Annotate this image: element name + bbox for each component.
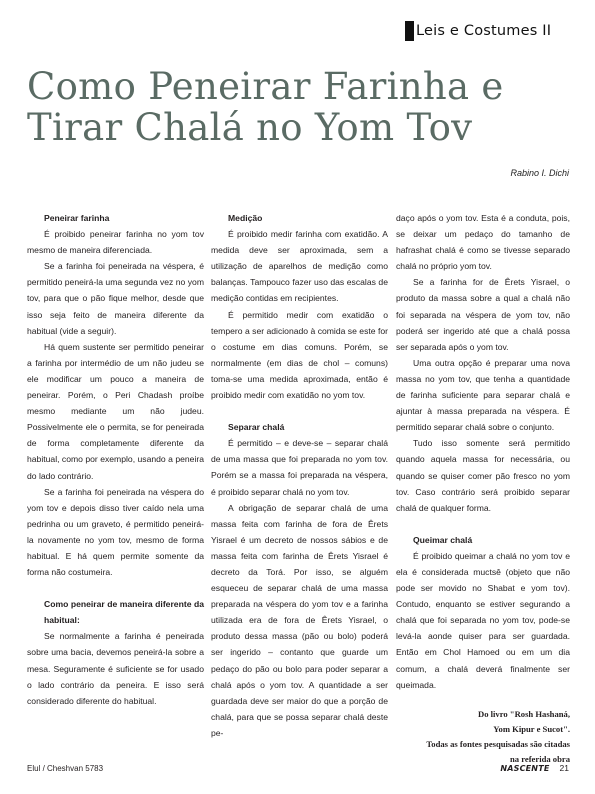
issue-label: Elul / Cheshvan 5783 (27, 764, 104, 773)
paragraph: É proibido peneirar farinha no yom tov mesmo de maneira diferenciada. (27, 229, 204, 256)
footer-right (500, 763, 569, 773)
paragraph: Se a farinha foi peneirada na véspera do yom tov e depois disso tiver caído nela uma pedrinha ou um graveto, é permitido peneirá-la novamente no yom tov, mesmo de forma habitual. E há quem permite somente da forma não costumeira. (27, 486, 204, 578)
section-bar (405, 21, 414, 41)
paragraph: É permitido – e deve-se – separar chalá de uma massa que foi preparada no yom tov. Porém se a massa foi preparada na véspera, é proibido separar chalá no yom tov. (211, 438, 388, 497)
paragraph: Se a farinha for de Êrets Yisrael, o produto da massa sobre a qual a chalá não foi separada na véspera de yom tov, não poderá ser ingerido até que a chalá possa ser separada após o yom tov. (396, 277, 570, 352)
paragraph: Se a farinha foi peneirada na véspera, é permitido peneirá-la uma segunda vez no yom tov, para que o pão fique melhor, desde que isso seja feito de maneira diferente da habitual (vide a seguir). (27, 261, 204, 336)
paragraph: É proibido medir farinha com exatidão. A medida deve ser aproximada, sem a utilização de aparelhos de medição como balanças. Tampouco fazer uso das escalas de medição contidas em recipientes. (211, 229, 388, 304)
paragraph: Uma outra opção é preparar uma nova massa no yom tov, que tenha a quantidade de farinha suficiente para separar chalá e ajuntar à massa preparada na véspera. É permitido separar chalá sobre o conjunto. (396, 357, 570, 433)
paragraph: É permitido medir com exatidão o tempero a ser adicionado à comida se este for o costume em dias comuns. Porém, se normalmente (em dias de chol – comuns) toma-se uma medida aproximada, então é proibido medir com exatidão no yom tov. (211, 309, 388, 401)
section-tag (405, 21, 551, 41)
paragraph: daço após o yom tov. Esta é a conduta, pois, se deixar um pedaço do tamanho de hafrashat chalá é como se tivesse separado chalá no próprio yom tov. (396, 213, 570, 272)
subheading-separar-chala: Separar chalá (228, 422, 285, 433)
section-label: Leis e Costumes II (416, 23, 552, 39)
article-title (27, 66, 572, 148)
paragraph: Há quem sustente ser permitido peneirar a farinha por intermédio de um não judeu se ele modificar um pouco a maneira de peneirar. Porém, o Peri Chadash proíbe mesmo mediante um não judeu. Possivelmente ele o permita, se for peneirada de forma completamente diferente da habitual, como por exemplo, usando a peneira do lado contrário. (27, 341, 204, 481)
column-2 (211, 210, 388, 741)
subheading-como-peneirar: Como peneirar de maneira diferente da habitual: (44, 599, 204, 626)
subheading-peneirar: Peneirar farinha (44, 213, 110, 223)
title-line-2: Tirar Chalá no Yom Tov (27, 106, 473, 149)
paragraph: A obrigação de separar chalá de uma massa feita com farinha de fora de Êrets Yisrael é um decreto de nossos sábios e de massa feita com farinha de Êrets Yisrael é decreto da Torá. Por isso, se alguém esqueceu de separar chalá de uma massa preparada na véspera do yom tov e a farinha utilizada era de fora de Êrets Yisrael, o produto dessa massa (pão ou bolo) poderá ser ingerido – contanto que guarde um pedaço do pão ou bolo para poder separar a chalá após o yom tov. A quantidade a ser guardada deve ser maior do que a porção de chalá, para que se possa separar chalá deste pe- (211, 502, 388, 738)
author: Rabino I. Dichi (510, 168, 569, 178)
column-3 (396, 210, 570, 767)
source-line: Yom Kipur e Sucot". (493, 723, 570, 734)
subheading-queimar-chala: Queimar chalá (413, 534, 473, 545)
page-number: 21 (559, 763, 569, 773)
subheading-medicao: Medição (228, 213, 263, 223)
source-line: Do livro "Rosh Hashaná, (477, 708, 570, 719)
paragraph: Tudo isso somente será permitido quando aquela massa for necessária, ou quando se quiser comer pão fresco no yom tov. Caso contrário será proibido separar chalá de qualquer forma. (396, 438, 570, 513)
source-line: na referida obra (510, 753, 570, 764)
title-line-1: Como Peneirar Farinha e (27, 65, 504, 108)
magazine-logo: NASCENTE (500, 763, 550, 773)
source-note (396, 707, 570, 767)
column-1 (27, 210, 204, 709)
paragraph: Se normalmente a farinha é peneirada sobre uma bacia, devemos peneirá-la sobre a mesa. Seguramente é suficiente se for usado o lado contrário da peneira. E isso será considerado diferente do habitual. (27, 631, 204, 706)
source-line: Todas as fontes pesquisadas são citadas (426, 738, 570, 749)
paragraph: É proibido queimar a chalá no yom tov e ela é considerada muctsê (objeto que não pode ser movido no Shabat e yom tov). Contudo, enquanto se estiver segurando a chalá que foi separada no yom tov, pode-se levá-la aonde quiser para ser guardada. Então em Chol Hamoed ou em um dia comum, a chalá deverá finalmente ser queimada. (396, 550, 570, 690)
